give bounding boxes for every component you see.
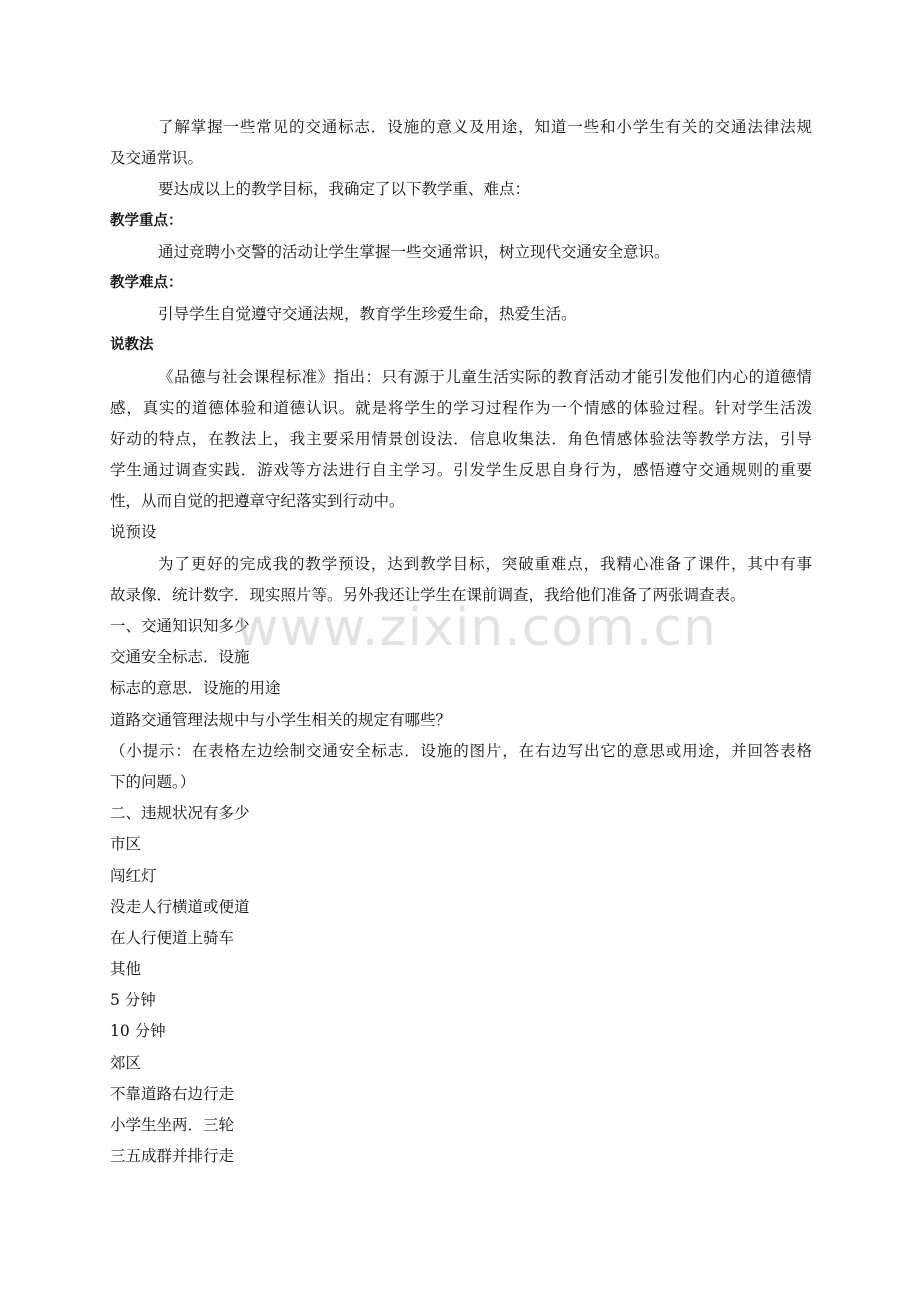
text-line: 通过竞聘小交警的活动让学生掌握一些交通常识，树立现代交通安全意识。 [158,242,670,261]
text-line: 5 分钟 [110,991,156,1010]
text-line: 其他 [110,960,142,979]
text-line: 二、违规状况有多少 [110,804,250,823]
section-heading: 教学难点： [110,274,183,291]
text-line: 10 分钟 [110,1022,166,1041]
watermark: www.zixin.com.cn [236,598,717,658]
text-line: 感，真实的道德体验和道德认识。就是将学生的学习过程作为一个情感的体验过程。针对学生活泼 [110,398,812,417]
text-line: 为了更好的完成我的教学预设，达到教学目标，突破重难点，我精心准备了课件，其中有事 [158,554,812,573]
text-line: 性，从而自觉的把遵章守纪落实到行动中。 [110,492,405,511]
section-heading: 教学重点： [110,212,183,229]
document-body [110,112,812,1172]
text-line: 要达成以上的教学目标，我确定了以下教学重、难点： [158,180,531,199]
text-line: 在人行便道上骑车 [110,928,235,947]
text-line: 一、交通知识知多少 [110,617,250,635]
section-heading: 说教法 [110,337,154,354]
text-line: （小提示：在表格左边绘制交通安全标志．设施的图片，在右边写出它的意思或用途，并回答表格 [110,741,812,760]
text-line: 《品德与社会课程标准》指出：只有源于儿童生活实际的教育活动才能引发他们内心的道德情 [158,367,812,386]
text-line: 引导学生自觉遵守交通法规，教育学生珍爱生命，热爱生活。 [158,305,577,324]
text-line: 学生通过调查实践．游戏等方法进行自主学习。引发学生反思自身行为，感悟遵守交通规则的重要 [110,461,812,480]
text-line: 故录像．统计数字．现实照片等。另外我还让学生在课前调查，我给他们准备了两张调查表。 [110,585,746,604]
text-line: 标志的意思．设施的用途 [110,679,281,698]
text-line: 及交通常识。 [110,149,204,168]
text-line: 没走人行横道或便道 [110,897,250,916]
text-line: 好动的特点，在教法上，我主要采用情景创设法．信息收集法．角色情感体验法等教学方法，引导 [110,429,812,448]
text-line: 小学生坐两．三轮 [110,1116,235,1134]
text-line: 交通安全标志．设施 [110,648,250,667]
text-line: 说预设 [110,523,157,542]
text-line: 下的问题。） [110,772,196,791]
text-line: 三五成群并排行走 [110,1147,235,1166]
text-line: 不靠道路右边行走 [110,1084,235,1103]
text-line: 闯红灯 [110,866,157,885]
text-line: 郊区 [110,1053,142,1072]
text-line: 市区 [110,835,142,854]
text-line: 道路交通管理法规中与小学生相关的规定有哪些？ [110,710,452,729]
text-line: 了解掌握一些常见的交通标志．设施的意义及用途，知道一些和小学生有关的交通法律法规 [158,118,812,136]
